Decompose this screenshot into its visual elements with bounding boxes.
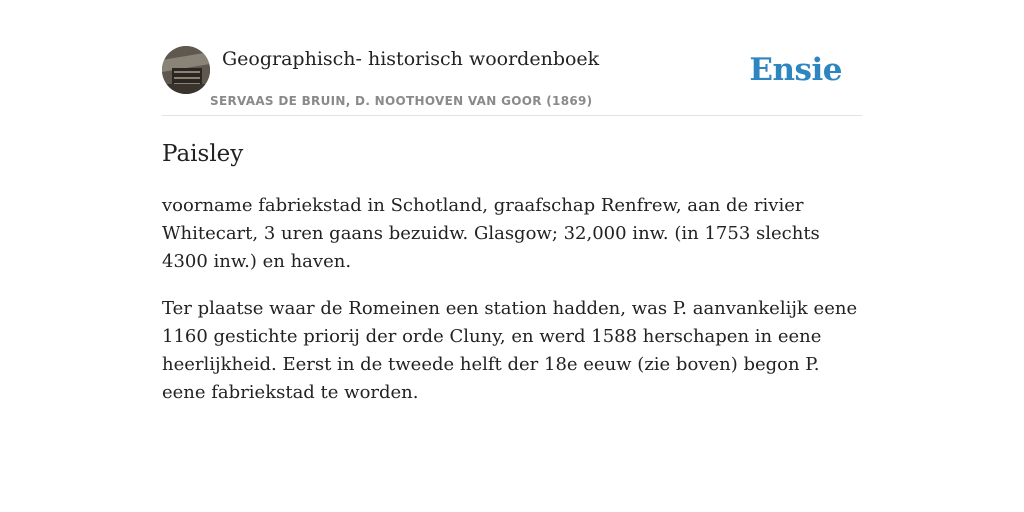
book-cover-avatar[interactable] [162,46,210,94]
ensie-logo[interactable]: Ensie [749,52,842,88]
book-cover-icon [162,46,210,94]
entry-title: Paisley [162,141,244,167]
book-header [162,46,862,116]
entry-paragraph: voorname fabriekstad in Schotland, graafschap Renfrew, aan de rivier Whitecart, 3 uren gaans bezuidw. Glasgow; 32,000 inw. (in 1753 slechts 4300 inw.) en haven. [162,195,820,272]
book-author: SERVAAS DE BRUIN, D. NOOTHOVEN VAN GOOR (1869) [210,94,593,108]
entry-body [162,192,862,426]
entry-paragraph: Ter plaatse waar de Romeinen een station hadden, was P. aanvankelijk eene 1160 gestichte priorij der orde Cluny, en werd 1588 herschapen in eene heerlijkheid. Eerst in de tweede helft der 18e eeuw (zie boven) begon P. eene fabriekstad te worden. [162,298,858,403]
book-title[interactable]: Geographisch- historisch woordenboek [222,48,600,70]
